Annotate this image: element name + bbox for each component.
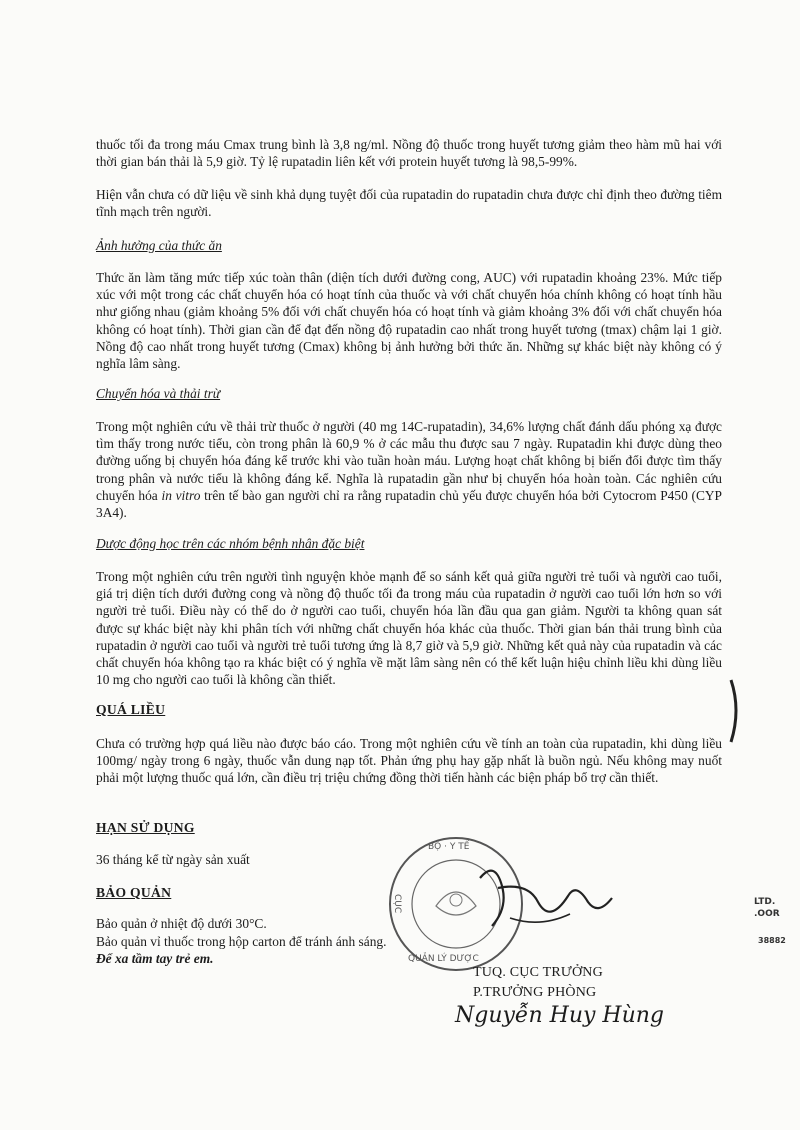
- signature-title-1: TUQ. CỤC TRƯỞNG: [473, 965, 603, 980]
- margin-note-number: 38882: [758, 936, 786, 945]
- overdose-heading: QUÁ LIỀU: [96, 702, 166, 717]
- storage-line-2: Bảo quản vỉ thuốc trong hộp carton để tránh ánh sáng.: [96, 934, 387, 949]
- metabolism-text: Trong một nghiên cứu về thải trừ thuốc ở người (40 mg 14C-rupatadin), 34,6% lượng chất đánh dấu phóng xạ được tìm thấy trong nước tiểu, còn trong phân là 60,9 % ở các mẫu thu được sau 7 ngày. Rupatadin khi được dùng theo đường uống bị chuyển hóa đáng kể trước khi vào tuần hoàn máu. Lượng hoạt chất không bị biến đổi được tìm thấy trong phân và nước tiểu là không đáng kể. Nghĩa là rupatadin gần như bị chuyển hóa hoàn toàn. Các nghiên cứu chuyển hóa in vitro trên tế bào gan người chỉ ra rằng rupatadin chủ yếu được chuyển hóa bởi Cytocrom P450 (CYP 3A4).: [96, 419, 723, 521]
- intro-text-2: Hiện vẫn chưa có dữ liệu về sinh khả dụng tuyệt đối của rupatadin do rupatadin chưa được chỉ định theo đường tiêm tĩnh mạch trên người.: [96, 187, 722, 220]
- storage-heading: BẢO QUẢN: [96, 885, 172, 900]
- margin-note-ltd: LTD.: [754, 897, 776, 907]
- margin-note-oor: .OOR: [754, 909, 780, 919]
- intro-paragraph-1: [96, 136, 722, 170]
- storage-line-3: Để xa tầm tay trẻ em.: [96, 951, 214, 966]
- overdose-text: Chưa có trường hợp quá liều nào được báo cáo. Trong một nghiên cứu về tính an toàn của rupatadin, khi dùng liều 100mg/ ngày trong 6 ngày, thuốc vẫn dung nạp tốt. Phản ứng phụ hay gặp nhất là buồn ngủ. Nếu không may nuốt phải một lượng thuốc quá lớn, cần điều trị triệu chứng đồng thời tiến hành các biện pháp bổ trợ cần thiết.: [96, 736, 722, 786]
- shelf-life-text: 36 tháng kể từ ngày sản xuất: [96, 852, 250, 867]
- storage-line-1: Bảo quản ở nhiệt độ dưới 30°C.: [96, 916, 267, 931]
- signature-title-2: P.TRƯỞNG PHÒNG: [473, 985, 597, 1000]
- food-paragraph: [96, 269, 722, 372]
- handwritten-signature: [470, 858, 620, 948]
- intro-paragraph-2: [96, 186, 722, 220]
- metabolism-heading: Chuyển hóa và thải trừ: [96, 386, 221, 401]
- signature-name: Nguyễn Huy Hùng: [455, 1003, 665, 1028]
- food-text: Thức ăn làm tăng mức tiếp xúc toàn thân (diện tích dưới đường cong, AUC) với rupatadin khoảng 23%. Mức tiếp xúc với một trong các chất chuyển hóa có hoạt tính của thuốc và với chất chuyển hóa chính không có hoạt tính hầu như giống nhau (giảm khoảng 5% đối với chất chuyển hóa có hoạt tính và giảm khoảng 3% đối với chất chuyển hóa không có hoạt tính). Thời gian cần để đạt đến nồng độ rupatadin cao nhất trong huyết tương (tmax) chậm lại 1 giờ. Nồng độ cao nhất trong huyết tương (Cmax) không bị ảnh hưởng bởi thức ăn. Những sự khác biệt này không có ý nghĩa lâm sàng.: [96, 270, 722, 372]
- margin-bracket: [728, 676, 742, 746]
- food-heading: Ảnh hưởng của thức ăn: [96, 238, 222, 253]
- shelf-life-heading: HẠN SỬ DỤNG: [96, 820, 195, 835]
- stamp-text-bottom: QUẢN LÝ DƯỢC: [408, 954, 479, 964]
- in-vitro-italic: in vitro: [161, 487, 201, 503]
- stamp-text-left: CỤC: [392, 894, 402, 914]
- special-populations-paragraph: [96, 568, 722, 688]
- special-populations-heading: Dược động học trên các nhóm bệnh nhân đặc biệt: [96, 536, 365, 551]
- stamp-text-top: BỘ · Y TẾ: [428, 842, 470, 852]
- overdose-paragraph: [96, 735, 722, 787]
- intro-text-1: thuốc tối đa trong máu Cmax trung bình là 3,8 ng/ml. Nồng độ thuốc trong huyết tương giảm theo hàm mũ hai với thời gian bán thải là 5,9 giờ. Tỷ lệ rupatadin liên kết với protein huyết tương là 98,5-99%.: [96, 137, 722, 170]
- metabolism-paragraph: [96, 418, 722, 521]
- special-populations-text: Trong một nghiên cứu trên người tình nguyện khỏe mạnh để so sánh kết quả giữa người trẻ tuổi và người cao tuổi, giá trị diện tích dưới đường cong và nồng độ thuốc tối đa trong máu của rupatadin ở người cao tuổi lớn hơn so với người trẻ tuổi. Điều này có thể do ở người cao tuổi, chuyển hóa lần đầu qua gan giảm. Người ta không quan sát được sự khác biệt này khi phân tích với những chất chuyển hóa khác của thuốc. Thời gian bán thải trung bình của rupatadin ở người cao tuổi và người trẻ tuổi tương ứng là 8,7 giờ và 5,9 giờ. Những kết quả này của rupatadin và các chất chuyển hóa không tạo ra khác biệt có ý nghĩa về mặt lâm sàng nên có thể kết luận hiệu chỉnh liều khi dùng liều 10 mg cho người cao tuổi là không cần thiết.: [96, 569, 722, 688]
